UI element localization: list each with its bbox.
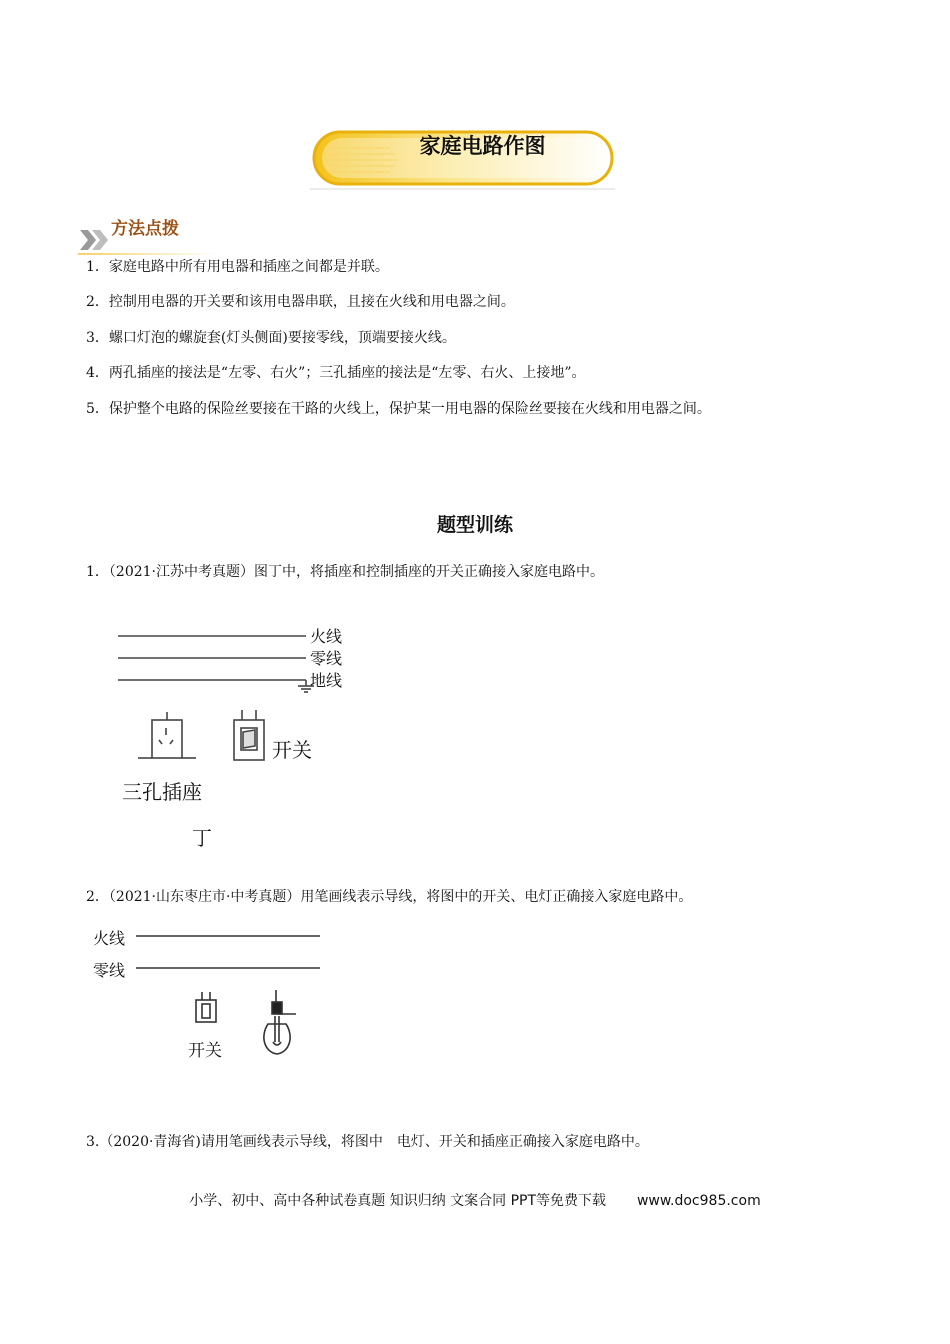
footer-site-link[interactable]: www.doc985.com bbox=[636, 1193, 761, 1209]
fig1-ground-label: 地线 bbox=[310, 671, 343, 690]
method-item: 5．保护整个电路的保险丝要接在干路的火线上，保护某一用电器的保险丝要接在火线和用电器之间。 bbox=[86, 401, 711, 417]
fig1-caption: 丁 bbox=[192, 826, 212, 850]
method-heading: 方法点拨 bbox=[111, 219, 179, 239]
fig2-neutral-label: 零线 bbox=[93, 961, 126, 980]
section-title: 题型训练 bbox=[436, 514, 513, 536]
method-item: 4．两孔插座的接法是“左零、右火”；三孔插座的接法是“左零、右火、上接地”。 bbox=[86, 365, 586, 381]
method-item: 2．控制用电器的开关要和该用电器串联，且接在火线和用电器之间。 bbox=[86, 294, 515, 310]
fig2-switch-label: 开关 bbox=[188, 1041, 222, 1061]
fig1-live-label: 火线 bbox=[310, 627, 343, 646]
method-item: 1．家庭电路中所有用电器和插座之间都是并联。 bbox=[86, 259, 389, 275]
question-3: 3.（2020·青海省)请用笔画线表示导线，将图中 电灯、开关和插座正确接入家庭电路中。 bbox=[86, 1134, 649, 1150]
fig2-live-label: 火线 bbox=[93, 929, 126, 948]
fig1-neutral-label: 零线 bbox=[310, 649, 343, 668]
fig1-socket-label: 三孔插座 bbox=[122, 780, 202, 804]
question-2: 2．（2021·山东枣庄市·中考真题）用笔画线表示导线，将图中的开关、电灯正确接入家庭电路中。 bbox=[86, 889, 693, 905]
fig1-switch-label: 开关 bbox=[272, 738, 312, 762]
question-1: 1．（2021·江苏中考真题）图丁中，将插座和控制插座的开关正确接入家庭电路中。 bbox=[86, 564, 604, 580]
method-item: 3．螺口灯泡的螺旋套(灯头侧面)要接零线，顶端要接火线。 bbox=[86, 330, 456, 346]
page-footer bbox=[0, 1190, 950, 1210]
page-title: 家庭电路作图 bbox=[419, 134, 546, 158]
footer-text: 小学、初中、高中各种试卷真题 知识归纳 文案合同 PPT等免费下载 bbox=[189, 1193, 607, 1209]
